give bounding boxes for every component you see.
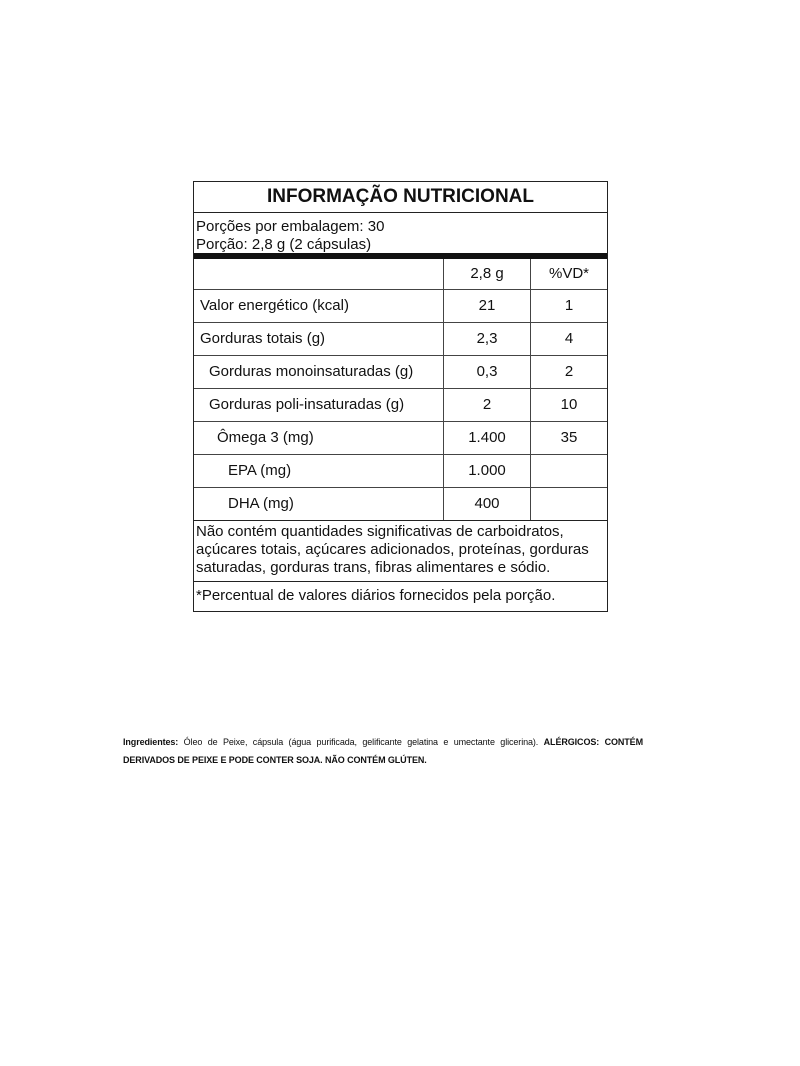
- table-row: [194, 290, 607, 323]
- nutrient-vd: [531, 455, 607, 487]
- allergens-text: ALÉRGICOS: CONTÉM DERIVADOS DE PEIXE E PODE CONTER SOJA. NÃO CONTÉM GLÚTEN.: [123, 737, 643, 765]
- nutrient-name: Gorduras totais (g): [194, 323, 444, 355]
- table-row: [194, 455, 607, 488]
- nutrient-name: EPA (mg): [194, 455, 444, 487]
- nutrient-name: Ômega 3 (mg): [194, 422, 444, 454]
- nutrient-qty: 2,3: [444, 323, 531, 355]
- header-vd-cell: %VD*: [548, 265, 589, 282]
- nutrient-name: DHA (mg): [194, 488, 444, 520]
- table-title: INFORMAÇÃO NUTRICIONAL: [194, 182, 607, 213]
- nutrient-qty: 0,3: [444, 356, 531, 388]
- nutrient-qty: 1.000: [444, 455, 531, 487]
- nutrient-vd: [531, 488, 607, 520]
- nutrient-qty: 1.400: [444, 422, 531, 454]
- table-row: [194, 488, 607, 521]
- portion-info: [194, 213, 607, 259]
- nutrient-name: Gorduras poli-insaturadas (g): [194, 389, 444, 421]
- nutrient-vd: 2: [564, 363, 574, 380]
- header-name-cell: [194, 259, 444, 289]
- table-row: [194, 323, 607, 356]
- nutrition-facts-table: [193, 181, 608, 612]
- ingredients-paragraph: [123, 733, 643, 769]
- table-row: [194, 356, 607, 389]
- nutrient-name: Valor energético (kcal): [194, 290, 444, 322]
- nutrient-qty: 21: [444, 290, 531, 322]
- nutrient-vd: 10: [560, 396, 578, 413]
- nutrient-vd: 1: [564, 297, 574, 314]
- ingredients-label: Ingredientes:: [123, 737, 179, 747]
- header-qty-cell: 2,8 g: [444, 259, 531, 289]
- ingredients-text: Óleo de Peixe, cápsula (água purificada, gelificante gelatina e umectante glicerina).: [178, 737, 544, 747]
- nutrient-qty: 2: [444, 389, 531, 421]
- table-row: [194, 389, 607, 422]
- servings-per-package: Porções por embalagem: 30: [196, 218, 385, 235]
- table-header-row: [194, 259, 607, 290]
- nutrient-vd: 35: [560, 429, 578, 446]
- table-row: [194, 422, 607, 455]
- insignificant-amounts-note: Não contém quantidades significativas de carboidratos, açúcares totais, açúcares adicionados, proteínas, gorduras saturadas, gorduras trans, fibras alimentares e sódio.: [194, 521, 607, 582]
- nutrient-vd: 4: [564, 330, 574, 347]
- daily-value-footnote: *Percentual de valores diários fornecidos pela porção.: [196, 587, 556, 604]
- nutrient-qty: 400: [444, 488, 531, 520]
- nutrient-name: Gorduras monoinsaturadas (g): [194, 356, 444, 388]
- serving-size: Porção: 2,8 g (2 cápsulas): [196, 236, 372, 253]
